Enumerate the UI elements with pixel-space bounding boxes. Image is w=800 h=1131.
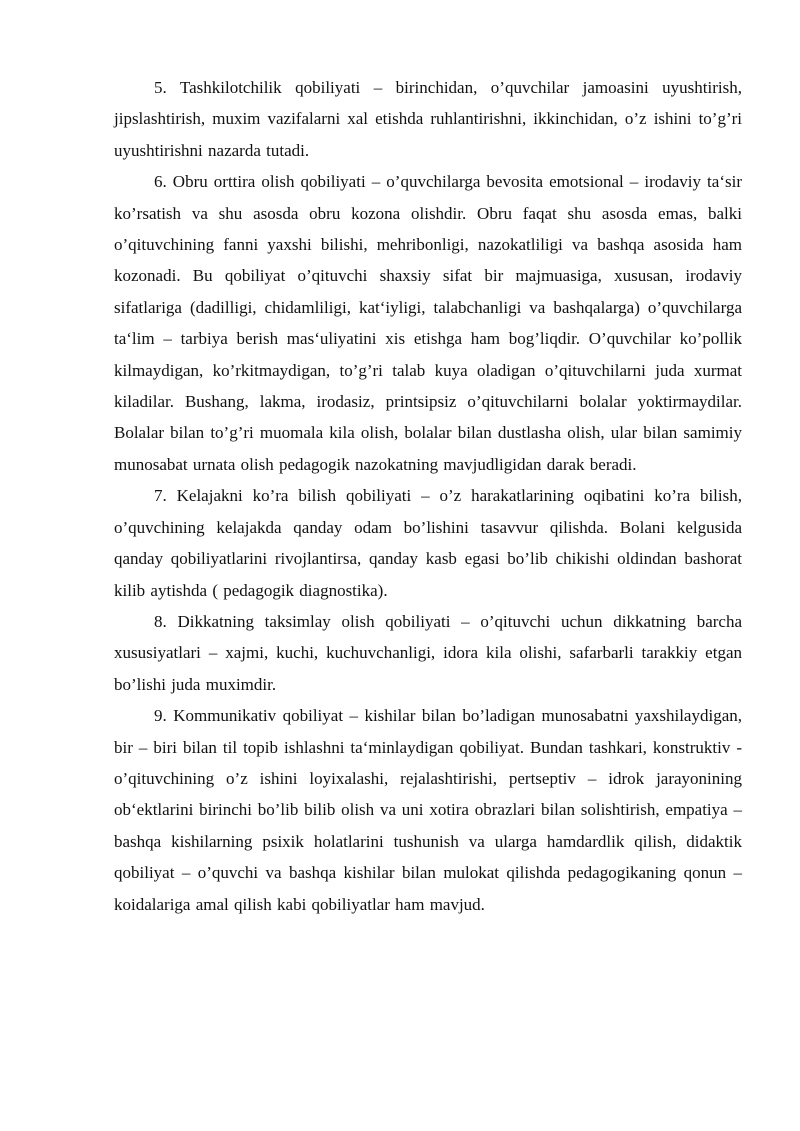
paragraph-5-organizational-ability: 5. Tashkilotchilik qobiliyati – birinchidan, o’quvchilar jamoasini uyushtirish, jipslashtirish, muxim vazifalarni xal etishda ruhlantirishni, ikkinchidan, o’z ishini to’g’ri uyushtirishni nazarda tutadi. [114, 78, 742, 160]
paragraph-8-attention-ability: 8. Dikkatning taksimlay olish qobiliyati – o’qituvchi uchun dikkatning barcha xususiyatlari – xajmi, kuchi, kuchuvchanligi, idora kila olishi, safarbarli tarakkiy etgan bo’lishi juda muximdir. [114, 611, 742, 694]
paragraph-7-foresight-ability: 7. Kelajakni ko’ra bilish qobiliyati – o’z harakatlarining oqibatini ko’ra bilish, o’quvchining kelajakda qanday odam bo’lishini tasavvur qilishda. Bolani kelgusida qanday qobiliyatlarini rivojlantirsa, qanday kasb egasi bo’lib chikishi oldindan bashorat kilib aytishda ( pedagogik diagnostika). [114, 486, 742, 600]
paragraph-9-communicative-ability: 9. Kommunikativ qobiliyat – kishilar bilan bo’ladigan munosabatni yaxshilaydigan, bir – biri bilan til topib ishlashni ta‘minlaydigan qobiliyat. Bundan tashkari, konstruktiv - o’qituvchining o’z ishini loyixalashi, rejalashtirishi, pertseptiv – idrok jarayonining ob‘ektlarini birinchi bo’lib bilib olish va uni xotira obrazlari bilan solishtirish, empatiya – bashqa kishilarning psixik holatlarini tushunish va ularga hamdardlik qilish, didaktik qobiliyat – o’quvchi va bashqa kishilar bilan mulokat qilishda pedagogikaning qonun – koidalariga amal qilish kabi qobiliyatlar ham mavjud. [114, 706, 742, 914]
paragraph-6-authority-ability: 6. Obru orttira olish qobiliyati – o’quvchilarga bevosita emotsional – irodaviy ta‘sir ko’rsatish va shu asosda obru kozona olishdir. Obru faqat shu asosda emas, balki o’qituvchining fanni yaxshi bilishi, mehribonligi, nazokatliligi va bashqa asosida ham kozonadi. Bu qobiliyat o’qituvchi shaxsiy sifat bir majmuasiga, xususan, irodaviy sifatlariga (dadilligi, chidamliligi, kat‘iyligi, talabchanligi va bashqalarga) o’quvchilarga ta‘lim – tarbiya berish mas‘uliyatini xis etishga ham bog’liqdir. O’quvchilar ko’pollik kilmaydigan, ko’rkitmaydigan, to’g’ri talab kuya oladigan o’qituvchilarni juda xurmat kiladilar. Bushang, lakma, irodasiz, printsipsiz o’qituvchilarni bolalar yoktirmaydilar. Bolalar bilan to’g’ri muomala kila olish, bolalar bilan dustlasha olish, ular bilan samimiy munosabat urnata olish pedagogik nazokatning mavjudligidan darak beradi. [114, 172, 742, 474]
document-page [114, 72, 742, 920]
